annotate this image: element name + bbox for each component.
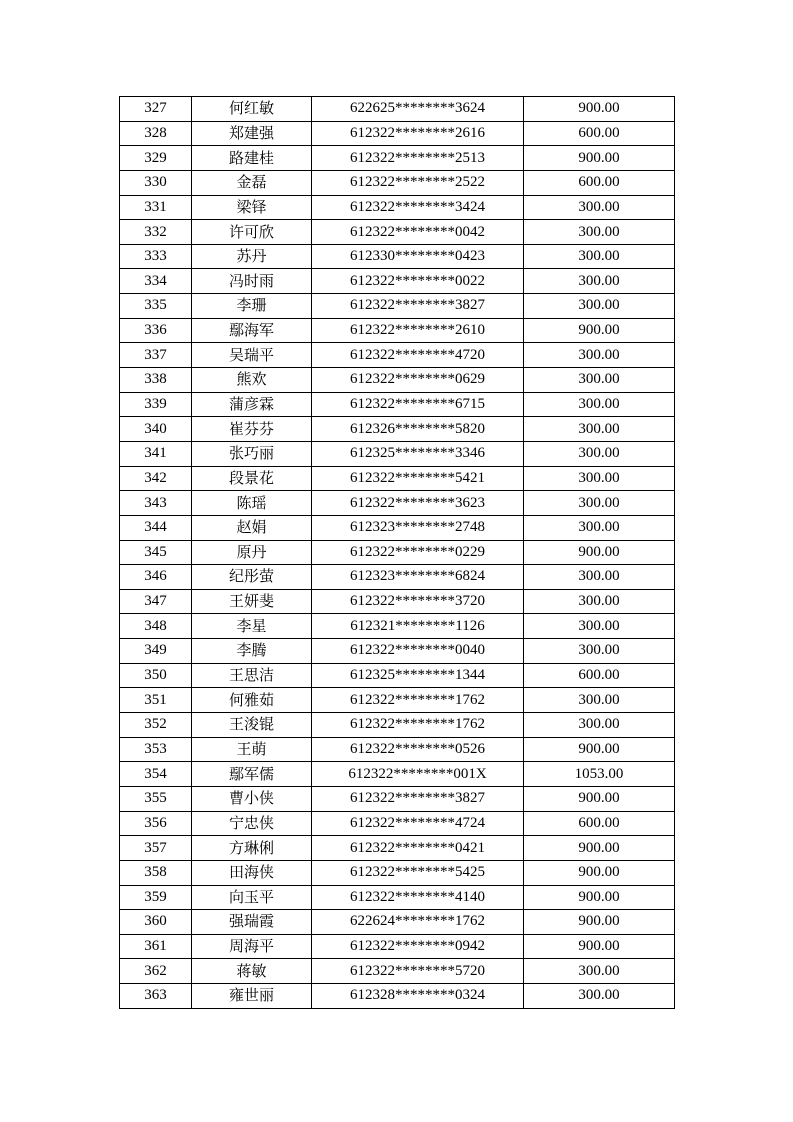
table-row xyxy=(120,737,675,762)
table-row xyxy=(120,959,675,984)
cell-id-number: 612322********3827 xyxy=(312,786,524,811)
cell-name: 王萌 xyxy=(192,737,312,762)
cell-amount: 300.00 xyxy=(524,515,675,540)
cell-amount: 600.00 xyxy=(524,811,675,836)
cell-amount: 300.00 xyxy=(524,639,675,664)
cell-name: 周海平 xyxy=(192,934,312,959)
cell-amount: 900.00 xyxy=(524,934,675,959)
cell-number: 351 xyxy=(120,688,192,713)
cell-id-number: 612322********2513 xyxy=(312,146,524,171)
cell-amount: 900.00 xyxy=(524,860,675,885)
table-row xyxy=(120,146,675,171)
cell-name: 李腾 xyxy=(192,639,312,664)
cell-id-number: 612322********4724 xyxy=(312,811,524,836)
table-row xyxy=(120,195,675,220)
cell-amount: 900.00 xyxy=(524,318,675,343)
cell-id-number: 612321********1126 xyxy=(312,614,524,639)
cell-name: 熊欢 xyxy=(192,368,312,393)
cell-amount: 900.00 xyxy=(524,540,675,565)
cell-name: 金磊 xyxy=(192,170,312,195)
cell-amount: 300.00 xyxy=(524,417,675,442)
cell-amount: 300.00 xyxy=(524,368,675,393)
cell-name: 鄢军儒 xyxy=(192,762,312,787)
cell-name: 许可欣 xyxy=(192,220,312,245)
cell-amount: 300.00 xyxy=(524,343,675,368)
cell-amount: 300.00 xyxy=(524,244,675,269)
cell-id-number: 612328********0324 xyxy=(312,984,524,1009)
cell-name: 段景花 xyxy=(192,466,312,491)
cell-name: 纪彤萤 xyxy=(192,565,312,590)
cell-number: 328 xyxy=(120,121,192,146)
cell-number: 363 xyxy=(120,984,192,1009)
cell-name: 吴瑞平 xyxy=(192,343,312,368)
cell-amount: 300.00 xyxy=(524,959,675,984)
cell-number: 355 xyxy=(120,786,192,811)
cell-name: 李星 xyxy=(192,614,312,639)
table-body xyxy=(120,97,675,1009)
cell-name: 蒋敏 xyxy=(192,959,312,984)
cell-id-number: 612325********1344 xyxy=(312,663,524,688)
cell-number: 360 xyxy=(120,910,192,935)
cell-number: 356 xyxy=(120,811,192,836)
cell-name: 王思洁 xyxy=(192,663,312,688)
table-row xyxy=(120,97,675,122)
cell-number: 334 xyxy=(120,269,192,294)
table-row xyxy=(120,688,675,713)
cell-name: 鄢海军 xyxy=(192,318,312,343)
table-row xyxy=(120,441,675,466)
cell-id-number: 612323********6824 xyxy=(312,565,524,590)
cell-name: 王浚锟 xyxy=(192,713,312,738)
cell-number: 339 xyxy=(120,392,192,417)
table-row xyxy=(120,910,675,935)
table-row xyxy=(120,392,675,417)
table-row xyxy=(120,663,675,688)
cell-number: 349 xyxy=(120,639,192,664)
cell-id-number: 612322********6715 xyxy=(312,392,524,417)
cell-name: 方琳俐 xyxy=(192,836,312,861)
cell-number: 340 xyxy=(120,417,192,442)
cell-name: 冯时雨 xyxy=(192,269,312,294)
table-row xyxy=(120,589,675,614)
cell-id-number: 612322********3623 xyxy=(312,491,524,516)
cell-id-number: 612322********1762 xyxy=(312,713,524,738)
table-row xyxy=(120,860,675,885)
cell-number: 341 xyxy=(120,441,192,466)
cell-number: 350 xyxy=(120,663,192,688)
cell-name: 李珊 xyxy=(192,294,312,319)
table-row xyxy=(120,220,675,245)
cell-amount: 600.00 xyxy=(524,663,675,688)
cell-id-number: 612322********2522 xyxy=(312,170,524,195)
recipient-table xyxy=(119,96,674,1009)
cell-amount: 300.00 xyxy=(524,269,675,294)
cell-number: 359 xyxy=(120,885,192,910)
cell-id-number: 612330********0423 xyxy=(312,244,524,269)
cell-id-number: 612322********4720 xyxy=(312,343,524,368)
cell-name: 强瑞霞 xyxy=(192,910,312,935)
cell-amount: 300.00 xyxy=(524,984,675,1009)
cell-amount: 300.00 xyxy=(524,220,675,245)
table-row xyxy=(120,934,675,959)
cell-number: 343 xyxy=(120,491,192,516)
table-row xyxy=(120,713,675,738)
table-row xyxy=(120,170,675,195)
table-row xyxy=(120,466,675,491)
table-row xyxy=(120,762,675,787)
cell-name: 向玉平 xyxy=(192,885,312,910)
cell-name: 张巧丽 xyxy=(192,441,312,466)
cell-number: 342 xyxy=(120,466,192,491)
cell-number: 335 xyxy=(120,294,192,319)
table-row xyxy=(120,836,675,861)
table-row xyxy=(120,491,675,516)
cell-number: 353 xyxy=(120,737,192,762)
cell-amount: 300.00 xyxy=(524,195,675,220)
cell-amount: 300.00 xyxy=(524,589,675,614)
cell-id-number: 612322********0022 xyxy=(312,269,524,294)
cell-name: 梁铎 xyxy=(192,195,312,220)
cell-number: 338 xyxy=(120,368,192,393)
cell-amount: 900.00 xyxy=(524,885,675,910)
table-row xyxy=(120,368,675,393)
cell-number: 347 xyxy=(120,589,192,614)
cell-amount: 300.00 xyxy=(524,466,675,491)
cell-name: 王妍斐 xyxy=(192,589,312,614)
cell-number: 332 xyxy=(120,220,192,245)
cell-name: 原丹 xyxy=(192,540,312,565)
cell-amount: 300.00 xyxy=(524,565,675,590)
cell-number: 337 xyxy=(120,343,192,368)
table-row xyxy=(120,565,675,590)
cell-id-number: 612322********0229 xyxy=(312,540,524,565)
cell-id-number: 612322********0629 xyxy=(312,368,524,393)
cell-name: 苏丹 xyxy=(192,244,312,269)
cell-id-number: 612326********5820 xyxy=(312,417,524,442)
cell-id-number: 612322********3720 xyxy=(312,589,524,614)
cell-id-number: 622624********1762 xyxy=(312,910,524,935)
cell-name: 田海侠 xyxy=(192,860,312,885)
cell-id-number: 612322********5425 xyxy=(312,860,524,885)
cell-number: 333 xyxy=(120,244,192,269)
table-row xyxy=(120,269,675,294)
cell-id-number: 612322********5421 xyxy=(312,466,524,491)
cell-amount: 1053.00 xyxy=(524,762,675,787)
cell-name: 路建桂 xyxy=(192,146,312,171)
cell-number: 357 xyxy=(120,836,192,861)
cell-id-number: 612322********0042 xyxy=(312,220,524,245)
table-row xyxy=(120,318,675,343)
data-table xyxy=(119,96,675,1009)
table-row xyxy=(120,885,675,910)
cell-number: 362 xyxy=(120,959,192,984)
cell-amount: 600.00 xyxy=(524,121,675,146)
table-row xyxy=(120,121,675,146)
table-row xyxy=(120,811,675,836)
cell-number: 358 xyxy=(120,860,192,885)
cell-id-number: 612322********2610 xyxy=(312,318,524,343)
cell-name: 宁忠侠 xyxy=(192,811,312,836)
cell-amount: 900.00 xyxy=(524,910,675,935)
cell-number: 331 xyxy=(120,195,192,220)
cell-name: 赵娟 xyxy=(192,515,312,540)
cell-amount: 600.00 xyxy=(524,170,675,195)
table-row xyxy=(120,540,675,565)
cell-amount: 900.00 xyxy=(524,146,675,171)
cell-number: 345 xyxy=(120,540,192,565)
cell-amount: 300.00 xyxy=(524,614,675,639)
table-row xyxy=(120,244,675,269)
cell-id-number: 612322********3424 xyxy=(312,195,524,220)
cell-id-number: 612322********0526 xyxy=(312,737,524,762)
table-row xyxy=(120,515,675,540)
table-row xyxy=(120,786,675,811)
cell-id-number: 612322********1762 xyxy=(312,688,524,713)
table-row xyxy=(120,639,675,664)
cell-name: 何红敏 xyxy=(192,97,312,122)
cell-id-number: 612322********0942 xyxy=(312,934,524,959)
cell-id-number: 622625********3624 xyxy=(312,97,524,122)
cell-number: 329 xyxy=(120,146,192,171)
cell-amount: 300.00 xyxy=(524,392,675,417)
cell-number: 327 xyxy=(120,97,192,122)
cell-amount: 900.00 xyxy=(524,97,675,122)
cell-number: 348 xyxy=(120,614,192,639)
cell-number: 354 xyxy=(120,762,192,787)
table-row xyxy=(120,614,675,639)
cell-amount: 300.00 xyxy=(524,294,675,319)
table-row xyxy=(120,343,675,368)
cell-number: 352 xyxy=(120,713,192,738)
cell-name: 蒲彦霖 xyxy=(192,392,312,417)
cell-name: 曹小侠 xyxy=(192,786,312,811)
cell-number: 361 xyxy=(120,934,192,959)
cell-id-number: 612325********3346 xyxy=(312,441,524,466)
cell-name: 陈瑶 xyxy=(192,491,312,516)
cell-number: 330 xyxy=(120,170,192,195)
cell-id-number: 612322********3827 xyxy=(312,294,524,319)
cell-id-number: 612323********2748 xyxy=(312,515,524,540)
table-row xyxy=(120,984,675,1009)
table-row xyxy=(120,417,675,442)
cell-id-number: 612322********0421 xyxy=(312,836,524,861)
cell-name: 崔芬芬 xyxy=(192,417,312,442)
cell-name: 雍世丽 xyxy=(192,984,312,1009)
cell-id-number: 612322********001X xyxy=(312,762,524,787)
cell-number: 336 xyxy=(120,318,192,343)
cell-amount: 900.00 xyxy=(524,737,675,762)
cell-id-number: 612322********4140 xyxy=(312,885,524,910)
cell-name: 郑建强 xyxy=(192,121,312,146)
table-row xyxy=(120,294,675,319)
cell-id-number: 612322********0040 xyxy=(312,639,524,664)
cell-number: 346 xyxy=(120,565,192,590)
cell-amount: 900.00 xyxy=(524,786,675,811)
cell-number: 344 xyxy=(120,515,192,540)
cell-id-number: 612322********5720 xyxy=(312,959,524,984)
cell-amount: 300.00 xyxy=(524,441,675,466)
cell-amount: 300.00 xyxy=(524,491,675,516)
cell-amount: 300.00 xyxy=(524,688,675,713)
cell-amount: 900.00 xyxy=(524,836,675,861)
cell-amount: 300.00 xyxy=(524,713,675,738)
cell-id-number: 612322********2616 xyxy=(312,121,524,146)
cell-name: 何雅茹 xyxy=(192,688,312,713)
